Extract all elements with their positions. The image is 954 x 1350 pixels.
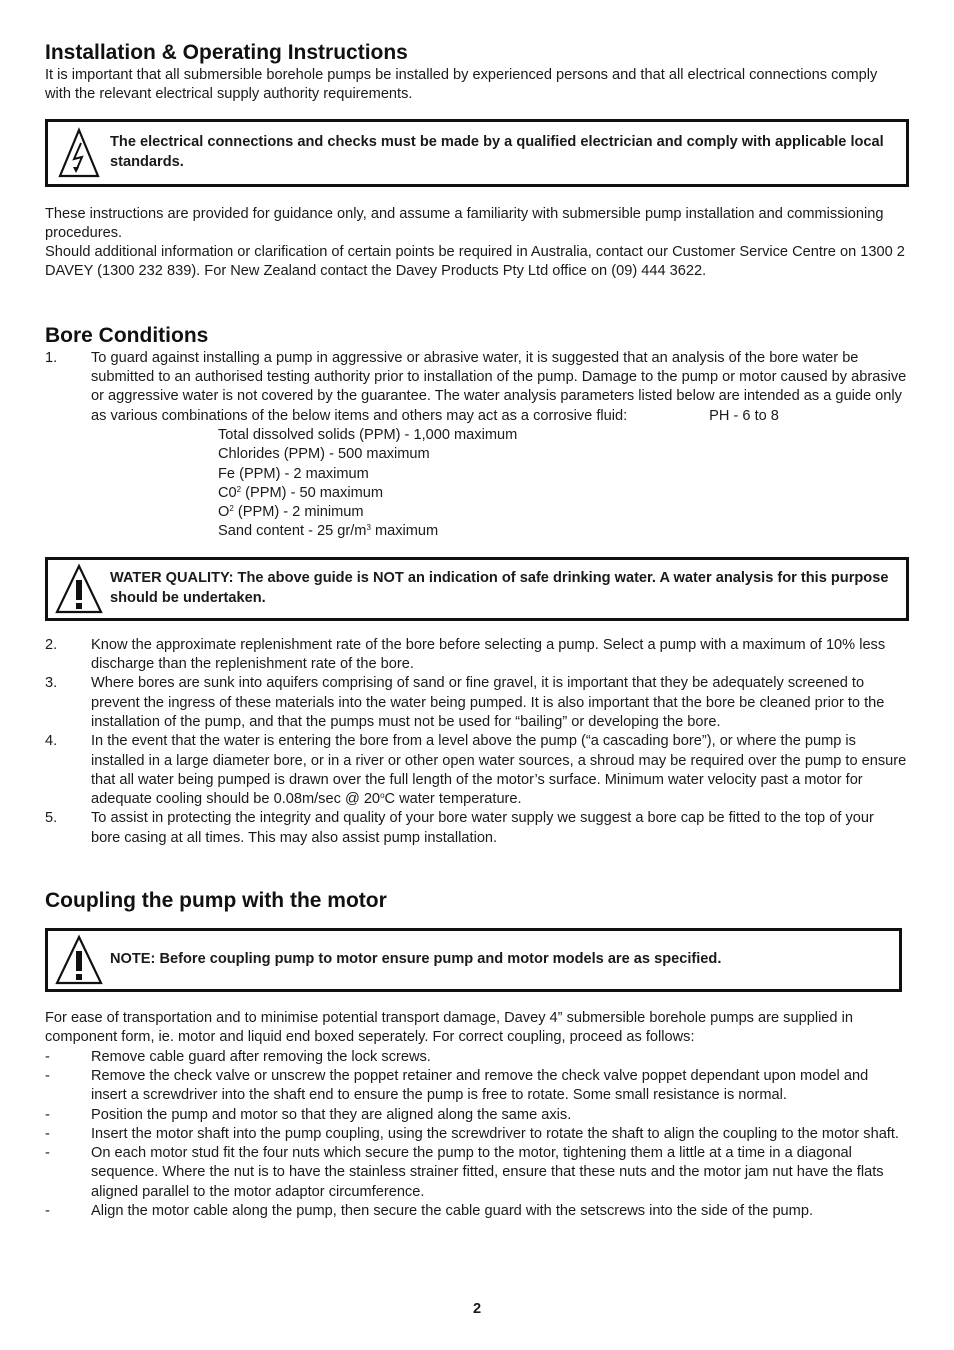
caution-exclamation-icon bbox=[48, 934, 110, 986]
coupling-step: - On each motor stud fit the four nuts which secure the pump to the motor, tightening them a little at a time in a diagonal sequence. Where the nut is to have the stainless strainer fitted, ensure that these nuts and the motor jam nut have the flats aligned parallel to the motor adaptor circumference. bbox=[45, 1145, 884, 1200]
guidance-paragraph: These instructions are provided for guidance only, and assume a familiarity with submersible pump installation and commissioning procedures. bbox=[45, 205, 884, 241]
param-co2: $C0^2$ (PPM) - 50 maximum bbox=[218, 484, 384, 501]
param-o2: $O^2$ (PPM) - 2 minimum bbox=[218, 504, 364, 521]
caution-exclamation-icon bbox=[48, 563, 110, 615]
water-quality-warning-text: WATER QUALITY: The above guide is NOT an indication of safe drinking water. A water analysis for this purpose should be undertaken. bbox=[110, 570, 889, 606]
electrical-hazard-icon bbox=[48, 127, 110, 179]
coupling-step: - Remove the check valve or unscrew the poppet retainer and remove the check valve poppet dependant upon model and insert a screwdriver into the shaft end to ensure the pump is free to rotate. Some small resistance is normal. bbox=[45, 1067, 869, 1104]
water-parameters-list bbox=[218, 426, 907, 542]
installation-heading: Installation & Operating Instructions bbox=[45, 41, 408, 64]
bore-item-3: 3. Where bores are sunk into aquifers comprising of sand or fine gravel, it is important that they be adequately screened to prevent the ingress of these materials into the water being pumped. It is also important that the bore be cleaned prior to the installation of the pump, and that the pumps must not be used for “bailing” or developing the bore. bbox=[45, 675, 885, 730]
page-number: 2 bbox=[472, 1301, 482, 1317]
water-quality-warning-box bbox=[45, 557, 909, 621]
coupling-step: - Insert the motor shaft into the pump coupling, using the screwdriver to rotate the shaft to align the coupling to the motor shaft. bbox=[45, 1125, 899, 1142]
bore-item-2: 2. Know the approximate replenishment rate of the bore before selecting a pump. Select a pump with a maximum of 10% less discharge than the replenishment rate of the bore. bbox=[45, 636, 886, 673]
bore-conditions-heading: Bore Conditions bbox=[45, 323, 209, 347]
document-page bbox=[45, 40, 907, 1221]
item-number: 1. bbox=[45, 349, 58, 366]
param-tds: Total dissolved solids (PPM) - 1,000 maximum bbox=[218, 426, 518, 443]
param-chlorides: Chlorides (PPM) - 500 maximum bbox=[218, 446, 430, 463]
electrical-warning-text: The electrical connections and checks must be made by a qualified electrician and comply with applicable local standards. bbox=[110, 134, 884, 170]
coupling-heading: Coupling the pump with the motor bbox=[45, 889, 387, 913]
item-text: To guard against installing a pump in aggressive or abrasive water, it is suggested that an analysis of the bore water be submitted to an authorised testing authority prior to installation of the pump. Damage to the pump or motor caused by abrasive or aggressive water is not covered by the guarantee. The water analysis parameters listed below are intended as a guide only as various combinations of the below items and others may act as a corrosive fluid: bbox=[91, 349, 907, 424]
coupling-steps-list bbox=[45, 1048, 907, 1222]
coupling-step: - Align the motor cable along the pump, then secure the cable guard with the setscrews into the side of the pump. bbox=[45, 1202, 814, 1219]
coupling-step: - Remove cable guard after removing the lock screws. bbox=[45, 1048, 431, 1065]
bore-item-4: 4. In the event that the water is entering the bore from a level above the pump (“a cascading bore”), or where the pump is installed in a large diameter bore, or in a river or other open water sources, a shroud may be required over the pump to ensure that all water being pumped is drawn over the full length of the motor’s surface. Minimum water velocity past a motor for adequate cooling should be 0.08m/sec @ 20$^o$C water temperature. bbox=[45, 733, 907, 808]
coupling-step: - Position the pump and motor so that they are aligned along the same axis. bbox=[45, 1106, 572, 1123]
bore-item-1 bbox=[45, 349, 907, 426]
param-ph: PH - 6 to 8 bbox=[709, 407, 779, 424]
coupling-intro: For ease of transportation and to minimise potential transport damage, Davey 4” submersible borehole pumps are supplied in component form, ie. motor and liquid end boxed seperately. For correct coupling, proceed as follows: bbox=[45, 1010, 853, 1046]
coupling-note-box bbox=[45, 928, 902, 992]
bore-items-list bbox=[45, 636, 907, 848]
coupling-note-text: NOTE: Before coupling pump to motor ensure pump and motor models are as specified. bbox=[110, 951, 722, 968]
electrical-warning-box bbox=[45, 119, 909, 187]
bore-item-5: 5. To assist in protecting the integrity and quality of your bore water supply we suggest a bore cap be fitted to the top of your bore casing at all times. This may also assist pump installation. bbox=[45, 810, 874, 846]
contact-paragraph: Should additional information or clarification of certain points be required in Australia, contact our Customer Service Centre on 1300 2 DAVEY (1300 232 839). For New Zealand contact the Davey Products Pty Ltd office on (09) 444 3622. bbox=[45, 244, 905, 280]
installation-intro: It is important that all submersible borehole pumps be installed by experienced persons and that all electrical connections comply with the relevant electrical supply authority requirements. bbox=[45, 67, 878, 103]
param-sand: Sand content - 25 $gr/m^3$ maximum bbox=[218, 523, 439, 540]
param-fe: Fe (PPM) - 2 maximum bbox=[218, 465, 369, 482]
